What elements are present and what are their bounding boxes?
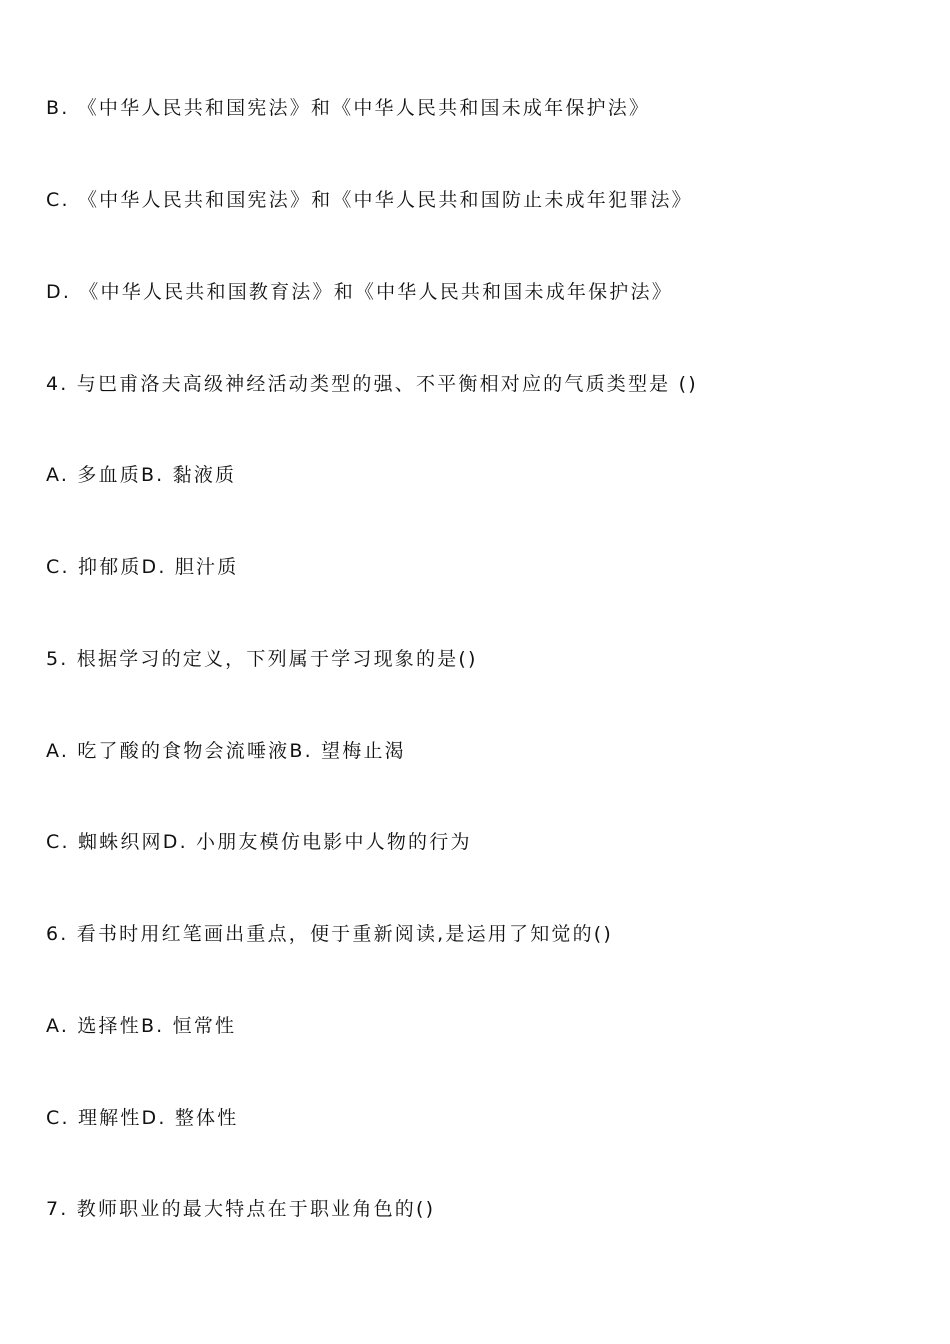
q3-option-b: B. 《中华人民共和国宪法》和《中华人民共和国未成年保护法》: [46, 97, 651, 119]
q6-options-ab: A. 选择性B. 恒常性: [46, 1015, 237, 1037]
q4-options-ab: A. 多血质B. 黏液质: [46, 464, 237, 486]
question-5: 5. 根据学习的定义，下列属于学习现象的是(): [46, 648, 478, 670]
q6-options-cd: C. 理解性D. 整体性: [46, 1107, 239, 1129]
question-6: 6. 看书时用红笔画出重点，便于重新阅读,是运用了知觉的(): [46, 923, 614, 945]
q5-options-ab: A. 吃了酸的食物会流唾液B. 望梅止渴: [46, 740, 406, 762]
q3-option-d: D. 《中华人民共和国教育法》和《中华人民共和国未成年保护法》: [46, 281, 673, 303]
q4-options-cd: C. 抑郁质D. 胆汁质: [46, 556, 239, 578]
q3-option-c: C. 《中华人民共和国宪法》和《中华人民共和国防止未成年犯罪法》: [46, 189, 693, 211]
q5-options-cd: C. 蜘蛛织网D. 小朋友模仿电影中人物的行为: [46, 831, 472, 853]
question-4: 4. 与巴甫洛夫高级神经活动类型的强、不平衡相对应的气质类型是 (): [46, 373, 698, 395]
question-7: 7. 教师职业的最大特点在于职业角色的(): [46, 1198, 436, 1220]
